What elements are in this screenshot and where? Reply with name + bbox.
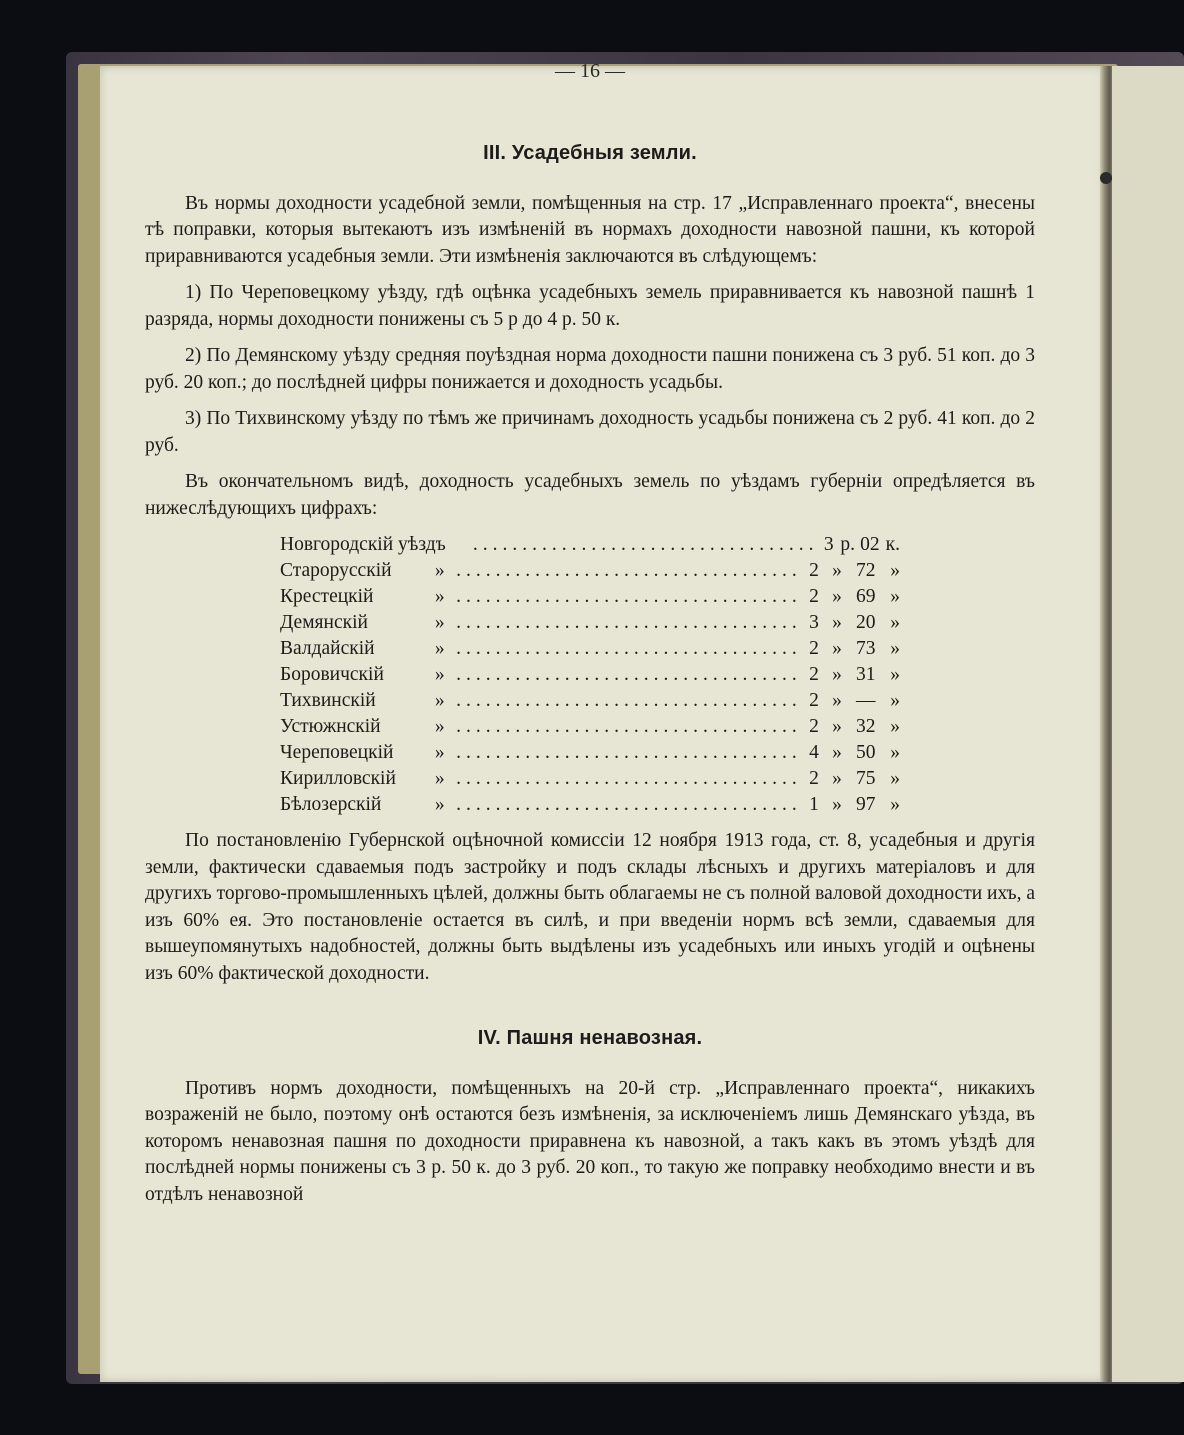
- binding-pin: [1100, 172, 1112, 184]
- leader-dots: ...................................: [456, 716, 802, 737]
- district-yield-table: [280, 532, 900, 818]
- unit: »: [832, 768, 842, 789]
- district-name: Бѣлозерскій: [280, 794, 382, 815]
- page-text: [145, 140, 1035, 1218]
- unit-suffix: »: [890, 586, 901, 607]
- unit: »: [832, 612, 842, 633]
- kopecks: 73: [855, 638, 876, 659]
- rubles: 1: [809, 794, 819, 815]
- leader-dots: ...................................: [456, 586, 802, 607]
- paragraph: 1) По Череповецкому уѣзду, гдѣ оцѣнка усадебныхъ земель приравнивается къ навозной пашнѣ 1 разряда, нормы доходности понижены съ 5 р до 4 р. 50 к.: [145, 282, 1035, 330]
- leader-dots: ...................................: [456, 612, 802, 633]
- ditto-mark: »: [434, 742, 445, 763]
- ditto-mark: »: [434, 612, 445, 633]
- kopecks: 02: [860, 534, 880, 555]
- kopecks: 20: [855, 612, 876, 633]
- table-row: [280, 610, 900, 636]
- rubles: 2: [809, 638, 819, 659]
- section-3-title: III. Усадебныя земли.: [483, 142, 697, 164]
- rubles: 2: [809, 664, 819, 685]
- unit-suffix: »: [890, 742, 901, 763]
- paragraph: 2) По Демянскому уѣзду средняя поуѣздная норма доходности пашни понижена съ 3 руб. 51 коп. до 3 руб. 20 коп.; до послѣдней цифры понижается и доходность усадьбы.: [145, 345, 1035, 393]
- kopecks: 50: [855, 742, 876, 763]
- unit: »: [832, 716, 842, 737]
- leader-dots: ...................................: [456, 690, 802, 711]
- rubles: 4: [809, 742, 819, 763]
- district-name: Устюжнскій: [280, 716, 381, 737]
- table-row: [280, 740, 900, 766]
- ditto-mark: »: [434, 690, 445, 711]
- paragraph: По постановленію Губернской оцѣночной комиссіи 12 ноября 1913 года, ст. 8, усадебныя и другія земли, фактически сдаваемыя подъ застройку и подъ склады лѣсныхъ и другихъ матеріаловъ и для другихъ торгово-промышленныхъ цѣлей, должны быть облагаемы не съ полной валовой доходности ихъ, а изъ 60% ея. Это постановленіе остается въ силѣ, и при введеніи нормъ всѣ земли, сдаваемыя для вышеупомянутыхъ надобностей, должны быть выдѣлены изъ усадебныхъ или иныхъ угодій и оцѣнены изъ 60% фактической доходности.: [145, 830, 1035, 984]
- unit-suffix: »: [890, 638, 901, 659]
- leader-dots: ...................................: [456, 664, 802, 685]
- paragraph: Въ окончательномъ видѣ, доходность усадебныхъ земель по уѣздамъ губерніи опредѣляется въ нижеслѣдующихъ цифрахъ:: [145, 471, 1035, 519]
- rubles: 3: [809, 612, 819, 633]
- unit-suffix: »: [890, 794, 901, 815]
- unit-suffix: »: [890, 768, 901, 789]
- kopecks: 69: [855, 586, 876, 607]
- table-row: [280, 766, 900, 792]
- leader-dots: ...................................: [456, 794, 802, 815]
- rubles: 2: [809, 560, 819, 581]
- district-name: Череповецкій: [280, 742, 394, 763]
- unit: »: [832, 742, 842, 763]
- ditto-mark: »: [434, 794, 445, 815]
- ditto-mark: »: [434, 716, 445, 737]
- rubles: 2: [809, 716, 819, 737]
- ditto-mark: »: [434, 560, 445, 581]
- rubles: 2: [809, 768, 819, 789]
- unit: »: [832, 690, 842, 711]
- table-row: [280, 714, 900, 740]
- unit-suffix: »: [890, 560, 901, 581]
- paragraph: Въ нормы доходности усадебной земли, помѣщенныя на стр. 17 „Исправленнаго проекта“, внесены тѣ поправки, которыя вытекаютъ изъ измѣненій въ нормахъ доходности навозной пашни, къ которой приравниваются усадебныя земли. Эти измѣненія заключаются въ слѣдующемъ:: [145, 192, 1035, 267]
- ditto-mark: »: [434, 586, 445, 607]
- rubles: 2: [809, 690, 819, 711]
- unit: »: [832, 638, 842, 659]
- district-name: Старорусскій: [280, 560, 392, 581]
- kopecks: —: [855, 690, 876, 711]
- table-row: [280, 662, 900, 688]
- paragraph: Противъ нормъ доходности, помѣщенныхъ на 20-й стр. „Исправленнаго проекта“, никакихъ возраженій не было, поэтому онѣ остаются безъ измѣненія, за исключеніемъ лишь Демянскаго уѣзда, въ которомъ ненавозная пашня по доходности приравнена къ навозной, а такъ какъ въ этомъ уѣздѣ для послѣдней нормы понижены съ 3 р. 50 к. до 3 руб. 20 коп., то такую же поправку необходимо внести и въ отдѣлъ ненавозной: [145, 1077, 1035, 1205]
- ditto-mark: »: [434, 768, 445, 789]
- next-page-edge: [1112, 66, 1184, 1382]
- unit: »: [832, 586, 842, 607]
- rubles: 2: [809, 586, 819, 607]
- unit: р.: [840, 534, 856, 555]
- leader-dots: ...................................: [456, 638, 802, 659]
- ditto-mark: »: [434, 638, 445, 659]
- unit-suffix: »: [890, 690, 901, 711]
- leader-dots: ...................................: [456, 560, 802, 581]
- paragraph: 3) По Тихвинскому уѣзду по тѣмъ же причинамъ доходность усадьбы понижена съ 2 руб. 41 коп. до 2 руб.: [145, 408, 1035, 456]
- district-name: Демянскій: [280, 612, 368, 633]
- kopecks: 31: [855, 664, 876, 685]
- kopecks: 97: [855, 794, 876, 815]
- table-row: [280, 636, 900, 662]
- unit-suffix: »: [890, 664, 901, 685]
- district-name: Боровичскій: [280, 664, 384, 685]
- district-name: Валдайскій: [280, 638, 375, 659]
- table-row: [280, 688, 900, 714]
- ditto-mark: »: [434, 664, 445, 685]
- rubles: 3: [823, 534, 834, 555]
- unit-suffix: к.: [885, 534, 900, 555]
- kopecks: 75: [855, 768, 876, 789]
- kopecks: 32: [855, 716, 876, 737]
- unit: »: [832, 560, 842, 581]
- district-name: Крестецкій: [280, 586, 374, 607]
- table-row: [280, 532, 900, 558]
- table-row: [280, 584, 900, 610]
- district-name: Новгородскій уѣздъ: [280, 534, 446, 555]
- leader-dots: ...................................: [472, 534, 819, 555]
- district-name: Тихвинскій: [280, 690, 376, 711]
- unit: »: [832, 664, 842, 685]
- unit: »: [832, 794, 842, 815]
- kopecks: 72: [855, 560, 876, 581]
- table-row: [280, 558, 900, 584]
- page-number: — 16 —: [555, 60, 625, 82]
- district-name: Кирилловскій: [280, 768, 396, 789]
- leader-dots: ...................................: [456, 768, 802, 789]
- table-row: [280, 792, 900, 818]
- section-4-title: IV. Пашня ненавозная.: [477, 1027, 703, 1049]
- unit-suffix: »: [890, 716, 901, 737]
- leader-dots: ...................................: [456, 742, 802, 763]
- unit-suffix: »: [890, 612, 901, 633]
